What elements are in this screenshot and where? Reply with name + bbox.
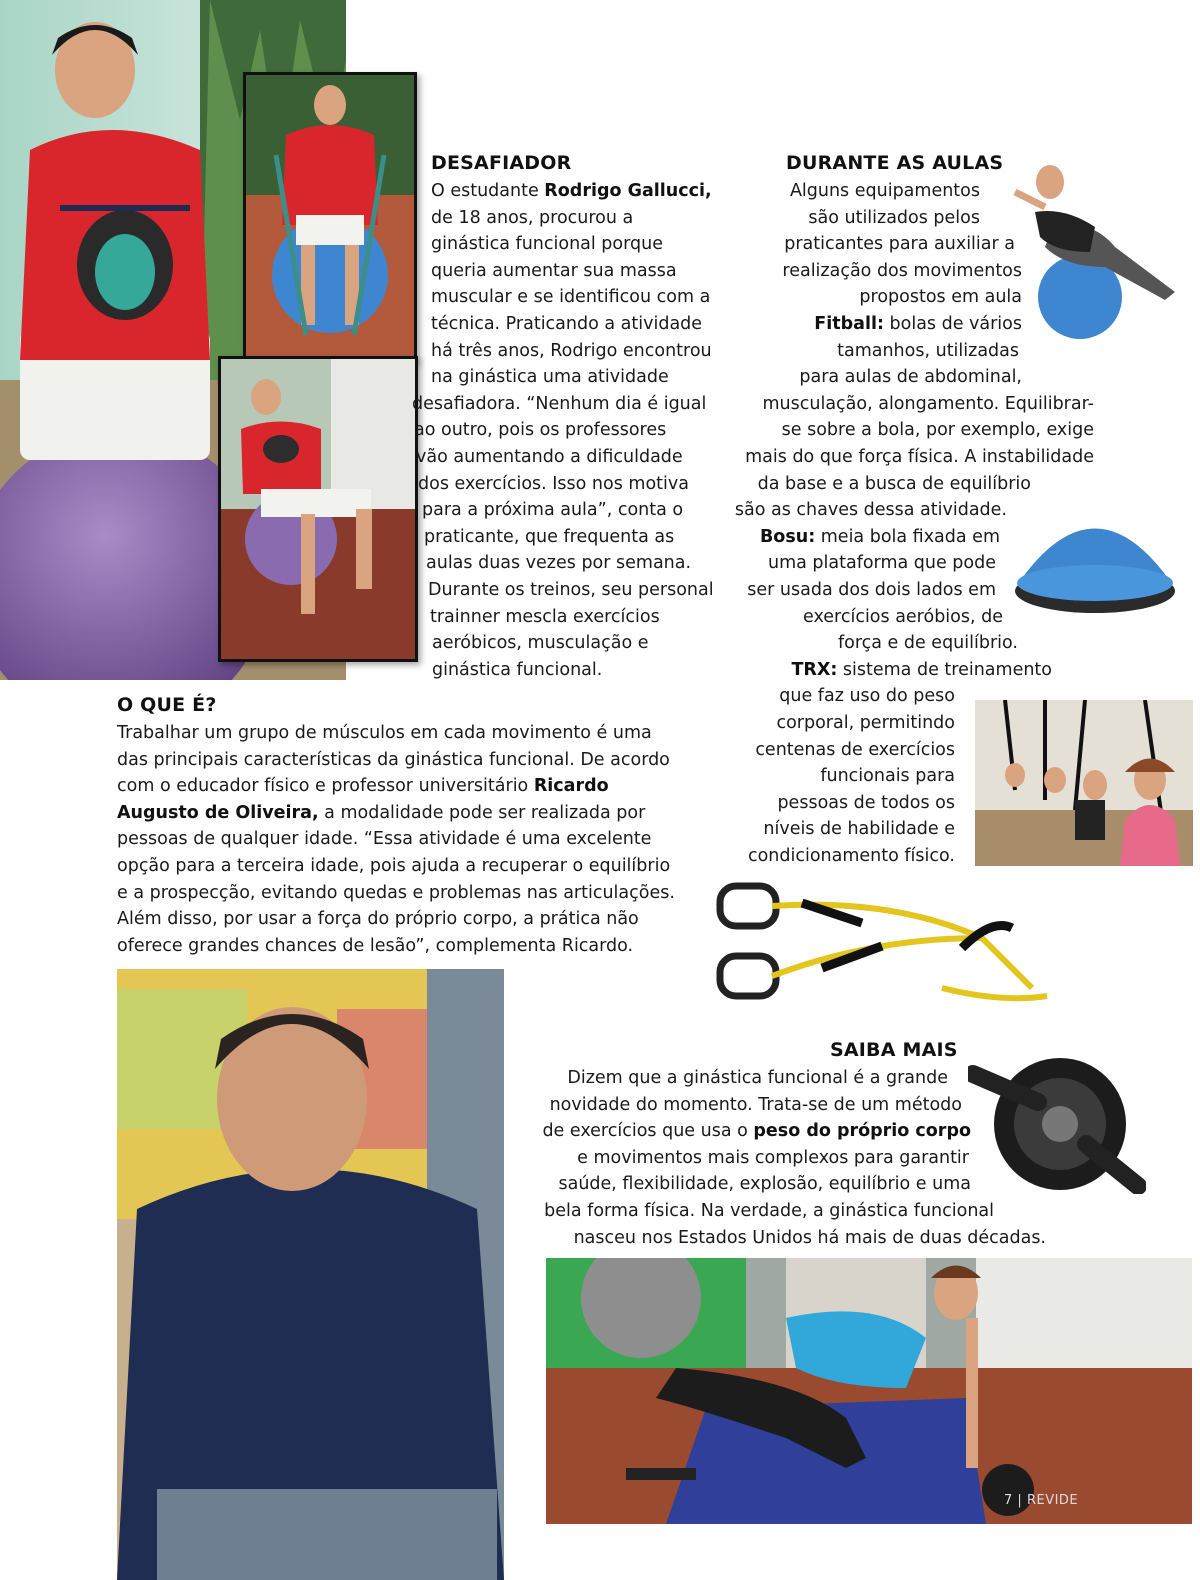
text-line (762, 391, 1094, 418)
bold-text: Rodrigo Gallucci, (544, 181, 712, 201)
text-line (432, 630, 649, 657)
text-fragment: Além disso, por usar a força do próprio corpo, a prática não (117, 909, 639, 930)
text-line (431, 364, 669, 391)
text-fragment: e movimentos mais complexos para garantir (577, 1147, 969, 1168)
text-line (763, 816, 955, 843)
text-line (784, 231, 1015, 258)
text-line (577, 1145, 969, 1172)
text-line (431, 178, 712, 205)
text-line (799, 364, 1022, 391)
text-line (745, 444, 1094, 471)
text-fragment: praticante, que frequenta as (424, 526, 675, 547)
text-line (791, 657, 1052, 684)
text-line (117, 906, 675, 933)
text-fragment: das principais características da ginástica funcional. De acordo (117, 749, 670, 770)
text-line (558, 1171, 971, 1198)
bold-text: Ricardo (533, 776, 609, 797)
text-fragment: com o educador físico e professor universitário (117, 776, 534, 797)
text-fragment: meia bola fixada em (815, 526, 1000, 547)
text-line (426, 550, 691, 577)
text-line (755, 737, 955, 764)
text-line (859, 284, 1022, 311)
text-line (424, 524, 674, 551)
text-line (777, 790, 955, 817)
text-fragment: musculação, alongamento. Equilibrar- (762, 393, 1094, 414)
text-line (808, 205, 980, 232)
heading-o-que-e: O QUE É? (117, 694, 217, 716)
text-fragment: desafiadora. “Nenhum dia é igual (412, 393, 707, 414)
text-line (431, 311, 702, 338)
text-fragment: sistema de treinamento (837, 659, 1052, 680)
text-line (779, 683, 955, 710)
text-fragment: ginástica funcional porque (431, 234, 663, 255)
text-line (768, 550, 996, 577)
heading-durante-as-aulas: DURANTE AS AULAS (786, 152, 1004, 174)
text-line (117, 720, 675, 747)
bold-text: peso do próprio corpo (753, 1121, 971, 1142)
text-fragment: aulas duas vezes por semana. (426, 553, 692, 574)
text-fragment: para aulas de abdominal, (799, 367, 1022, 388)
text-line (790, 178, 980, 205)
text-fragment: técnica. Praticando a atividade (431, 314, 703, 334)
text-fragment: mais do que força física. A instabilidade (745, 447, 1094, 467)
text-fragment: na ginástica uma atividade (431, 367, 669, 388)
text-line (412, 391, 706, 418)
text-fragment: propostos em aula (859, 287, 1022, 308)
text-fragment: pessoas de qualquer idade. “Essa atividade é uma excelente (117, 829, 652, 850)
text-fragment: bela forma física. Na verdade, a ginástica funcional (544, 1201, 994, 1221)
text-line (803, 604, 1003, 631)
text-line (117, 800, 675, 827)
text-line (431, 258, 677, 285)
text-fragment: aeróbicos, musculação e (432, 633, 649, 654)
photo-trx-straps (712, 878, 1052, 1008)
text-line (782, 258, 1022, 285)
text-line (117, 853, 675, 880)
bold-text: Bosu: (759, 526, 816, 547)
text-line (117, 747, 675, 774)
text-fragment: de 18 anos, procurou a (431, 207, 634, 228)
text-line (574, 1225, 1046, 1252)
text-fragment: Durante os treinos, seu personal (428, 580, 714, 600)
bold-text: Augusto de Oliveira, (117, 802, 319, 823)
text-fragment: há três anos, Rodrigo encontrou (431, 340, 712, 361)
text-line (431, 284, 710, 311)
text-fragment: Alguns equipamentos (789, 181, 980, 201)
text-fragment: ao outro, pois os professores (414, 420, 667, 441)
text-fragment: vão aumentando a dificuldade (416, 447, 683, 467)
text-fragment: oferece grandes chances de lesão”, complementa Ricardo. (117, 935, 634, 956)
text-fragment: centenas de exercícios (755, 739, 955, 760)
text-fragment: são utilizados pelos (808, 207, 980, 228)
text-fragment: funcionais para (820, 766, 955, 787)
text-fragment: ginástica funcional. (432, 659, 603, 680)
text-fragment: tamanhos, utilizadas (837, 340, 1019, 361)
footer-separator: | (1017, 1493, 1023, 1508)
text-fragment: trainner mescla exercícios (430, 606, 660, 627)
text-line (837, 338, 1019, 365)
bold-text: Fitball: (814, 314, 884, 334)
text-fragment: bolas de vários (883, 314, 1022, 334)
text-fragment: dos exercícios. Isso nos motiva (418, 473, 689, 494)
text-fragment: uma plataforma que pode (767, 553, 996, 574)
text-line (430, 604, 660, 631)
text-fragment: nasceu nos Estados Unidos há mais de duas décadas. (573, 1227, 1046, 1248)
text-fragment: e a prospecção, evitando quedas e problemas nas articulações. (117, 882, 675, 903)
text-line (735, 497, 1007, 524)
text-line (117, 933, 675, 960)
text-fragment: saúde, flexibilidade, explosão, equilíbrio e uma (558, 1174, 971, 1195)
text-line (422, 497, 683, 524)
photo-woman-ab-wheel (546, 1258, 1192, 1524)
text-line (117, 826, 675, 853)
text-line (776, 710, 955, 737)
page-number: 7 (1004, 1493, 1013, 1508)
text-line (431, 338, 712, 365)
o-que-e-body (117, 720, 675, 959)
text-fragment: Trabalhar um grupo de músculos em cada movimento é uma (117, 723, 652, 743)
text-fragment: Dizem que a ginástica funcional é a grande (567, 1068, 948, 1088)
text-fragment: realização dos movimentos (782, 260, 1022, 281)
text-fragment: pessoas de todos os (777, 792, 955, 813)
text-line (117, 773, 675, 800)
magazine-name: REVIDE (1026, 1493, 1079, 1508)
text-fragment: corporal, permitindo (776, 713, 955, 733)
text-fragment: exercícios aeróbios, de (802, 606, 1003, 627)
text-line (117, 880, 675, 907)
text-fragment: se sobre a bola, por exemplo, exige (781, 420, 1094, 441)
text-fragment: muscular e se identificou com a (431, 287, 711, 308)
text-fragment: para a próxima aula”, conta o (422, 500, 684, 521)
text-fragment: queria aumentar sua massa (431, 260, 677, 281)
text-line (748, 843, 955, 870)
photo-ricardo-portrait (117, 969, 504, 1580)
heading-saiba-mais: SAIBA MAIS (830, 1039, 958, 1061)
photo-trx-class (975, 700, 1193, 866)
text-fragment: de exercícios que usa o (542, 1121, 754, 1142)
photo-woman-fitball (995, 152, 1185, 342)
bold-text: TRX: (791, 659, 838, 680)
text-fragment: da base e a busca de equilíbrio (757, 473, 1031, 494)
text-fragment: O estudante (431, 181, 545, 201)
text-line (432, 657, 602, 684)
text-line (814, 311, 1022, 338)
text-fragment: força e de equilíbrio. (837, 633, 1018, 654)
text-line (550, 1092, 962, 1119)
text-line (418, 471, 689, 498)
text-line (416, 444, 683, 471)
text-line (567, 1065, 948, 1092)
text-fragment: ser usada dos dois lados em (747, 580, 996, 600)
photo-bosu (1010, 486, 1180, 638)
text-line (544, 1198, 994, 1225)
text-line (782, 417, 1094, 444)
text-fragment: níveis de habilidade e (763, 819, 955, 840)
text-fragment: novidade do momento. Trata-se de um método (549, 1094, 962, 1115)
text-line (428, 577, 714, 604)
text-line (414, 417, 666, 444)
text-line (747, 577, 996, 604)
photo-student-elastic-band (243, 72, 417, 362)
text-fragment: a modalidade pode ser realizada por (318, 802, 646, 823)
heading-desafiador: DESAFIADOR (431, 152, 572, 174)
text-line (758, 471, 1031, 498)
photo-student-twist (218, 356, 418, 662)
text-fragment: condicionamento físico. (747, 846, 955, 866)
page-footer (1004, 1493, 1078, 1508)
text-fragment: que faz uso do peso (779, 686, 955, 707)
text-line (838, 630, 1018, 657)
text-fragment: opção para a terceira idade, pois ajuda a recuperar o equilíbrio (117, 855, 671, 876)
text-line (431, 205, 633, 232)
text-line (431, 231, 663, 258)
text-line (760, 524, 1000, 551)
text-fragment: são as chaves dessa atividade. (734, 500, 1007, 521)
text-line (542, 1118, 971, 1145)
text-fragment: praticantes para auxiliar a (784, 234, 1015, 255)
text-line (820, 763, 955, 790)
photo-ab-wheel (968, 1044, 1146, 1194)
